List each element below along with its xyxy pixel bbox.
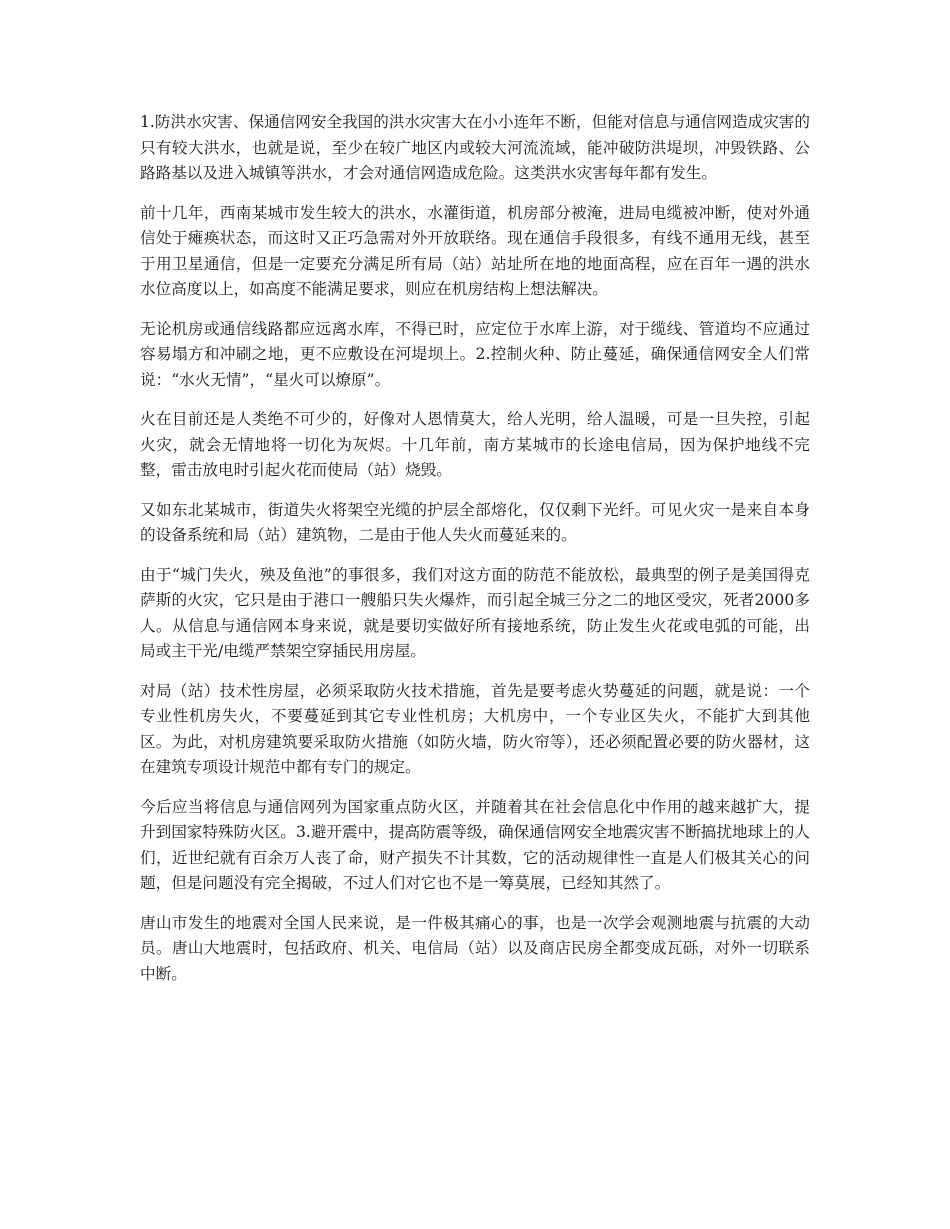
paragraph-texas-fire: 由于“城门失火，殃及鱼池”的事很多，我们对这方面的防范不能放松，最典型的例子是美国得克萨斯的火灾，它只是由于港口一艘船只失火爆炸，而引起全城三分之二的地区受灾，死者2000多人。从信息与通信网本身来说，就是要切实做好所有接地系统，防止发生火花或电弧的可能，出局或主干光/电缆严禁架空穿插民用房屋。: [140, 565, 810, 660]
paragraph-northeast-fire: 又如东北某城市，街道失火将架空光缆的护层全部熔化，仅仅剩下光纤。可见火灾一是来自本身的设备系统和局（站）建筑物，二是由于他人失火而蔓延来的。: [140, 500, 810, 544]
paragraph-reservoir-fire: 无论机房或通信线路都应远离水库，不得已时，应定位于水库上游，对于缆线、管道均不应通过容易塌方和冲刷之地，更不应敷设在河堤坝上。2.控制火种、防止蔓延，确保通信网安全人们常说：“水火无情”，“星火可以燎原”。: [140, 319, 810, 389]
paragraph-fire-prevention: 对局（站）技术性房屋，必须采取防火技术措施，首先是要考虑火势蔓延的问题，就是说：一个专业性机房失火，不要蔓延到其它专业性机房；大机房中，一个专业区失火，不能扩大到其他区。为此，对机房建筑要采取防火措施（如防火墙，防火帘等），还必须配置必要的防火器材，这在建筑专项设计规范中都有专门的规定。: [140, 681, 810, 776]
document-body: [140, 110, 810, 1001]
paragraph-tangshan: 唐山市发生的地震对全国人民来说，是一件极其痛心的事，也是一次学会观测地震与抗震的大动员。唐山大地震时，包括政府、机关、电信局（站）以及商店民房全都变成瓦砾，对外一切联系中断。: [140, 913, 810, 983]
paragraph-southwest-flood: 前十几年，西南某城市发生较大的洪水，水灌街道，机房部分被淹，进局电缆被冲断，使对外通信处于瘫痪状态，而这时又正巧急需对外开放联络。现在通信手段很多，有线不通用无线，甚至于用卫星通信，但是一定要充分满足所有局（站）站址所在地的地面高程，应在百年一遇的洪水水位高度以上，如高度不能满足要求，则应在机房结构上想法解决。: [140, 203, 810, 298]
paragraph-fire-risk: 火在目前还是人类绝不可少的，好像对人恩情莫大，给人光明，给人温暖，可是一旦失控，引起火灾，就会无情地将一切化为灰烬。十几年前，南方某城市的长途电信局，因为保护地线不完整，雷击放电时引起火花而使局（站）烧毁。: [140, 410, 810, 479]
paragraph-flood-disaster: 1.防洪水灾害、保通信网安全我国的洪水灾害大在小小连年不断，但能对信息与通信网造成灾害的只有较大洪水，也就是说，至少在较广地区内或较大河流流域，能冲破防洪堤坝，冲毁铁路、公路路基以及进入城镇等洪水，才会对通信网造成危险。这类洪水灾害每年都有发生。: [140, 113, 810, 182]
paragraph-earthquake: 今后应当将信息与通信网列为国家重点防火区，并随着其在社会信息化中作用的越来越扩大，提升到国家特殊防火区。3.避开震中，提高防震等级，确保通信网安全地震灾害不断搞扰地球上的人们，近世纪就有百余万人丧了命，财产损失不计其数，它的活动规律性一直是人们极其关心的问题，但是问题没有完全揭破，不过人们对它也不是一筹莫展，已经知其然了。: [140, 797, 810, 892]
